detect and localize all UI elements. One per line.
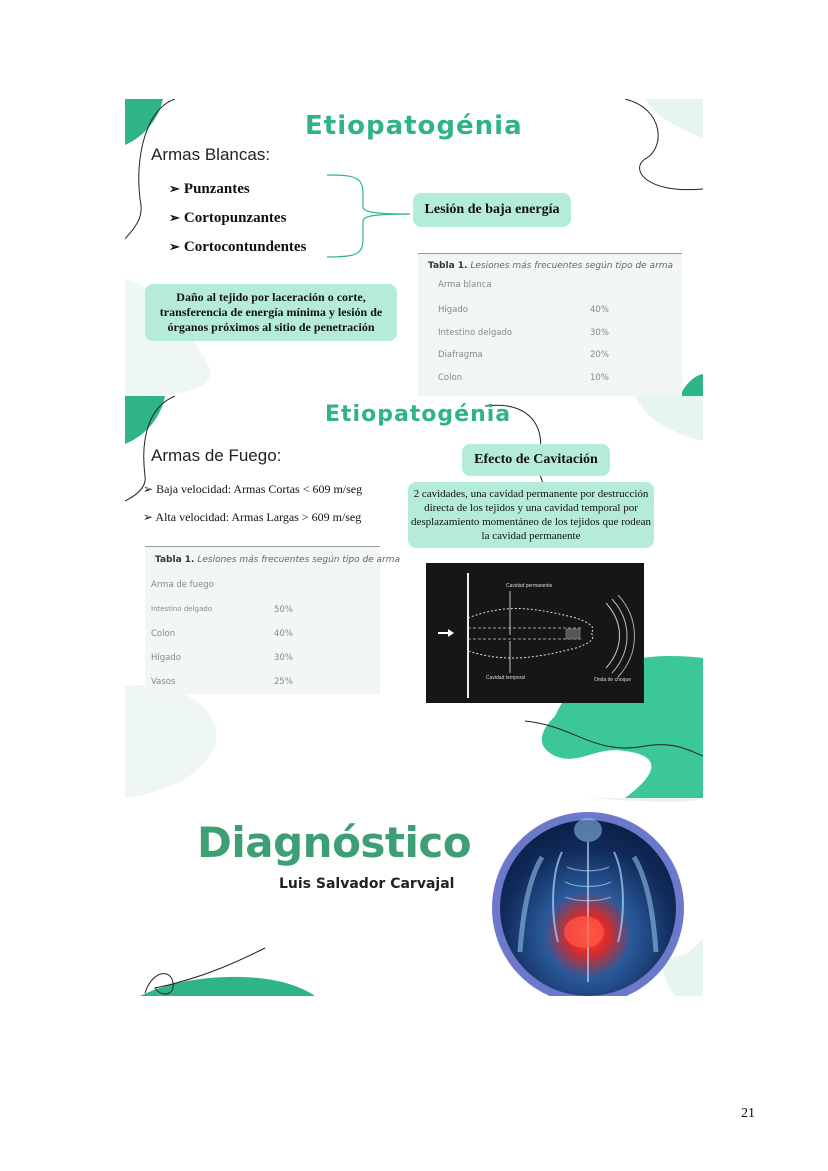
table-cell-organ: Vasos (151, 677, 176, 687)
effect-label: Efecto de Cavitación (462, 444, 610, 476)
table-cell-value: 30% (274, 653, 293, 663)
table-group: Arma de fuego (151, 580, 214, 590)
section-heading: Armas Blancas: (151, 145, 271, 164)
arrow-bullet-icon: ➢ (143, 482, 154, 496)
injury-table (145, 546, 401, 694)
slide-armas-de-fuego (125, 396, 703, 798)
table-caption-number: Tabla 1. (155, 555, 195, 565)
slide-title: Etiopatogénia (305, 111, 523, 141)
arrow-bullet-icon: ➢ (143, 510, 154, 524)
arrow-bullet-icon: ➢ (169, 181, 180, 196)
list-item-label: Alta velocidad: Armas Largas > 609 m/seg (155, 510, 362, 524)
table-caption-text: Lesiones más frecuentes según tipo de arma (470, 261, 674, 271)
table-rule (145, 546, 380, 547)
list-item-label: Cortopunzantes (183, 210, 287, 226)
table-cell-value: 25% (274, 677, 293, 687)
list-item-label: Cortocontundentes (183, 239, 307, 255)
table-cell-value: 50% (274, 605, 293, 615)
skeleton-icon (492, 812, 684, 996)
table-caption-text: Lesiones más frecuentes según tipo de arma (197, 555, 401, 565)
table-caption (155, 555, 400, 565)
list-item (169, 181, 250, 198)
figure-label-wave: Onda de choque (594, 677, 631, 683)
arrow-bullet-icon: ➢ (169, 239, 180, 254)
damage-note: Daño al tejido por laceración o corte, transferencia de energía mínima y lesión de órganos próximos al sitio de penetración (145, 284, 397, 341)
list-item (169, 239, 306, 256)
table-cell-organ: Diafragma (438, 350, 483, 360)
table-cell-organ: Intestino delgado (151, 605, 212, 613)
energy-label: Lesión de baja energía (413, 193, 571, 227)
list-item-label: Punzantes (183, 181, 250, 197)
arrow-bullet-icon: ➢ (169, 210, 180, 225)
table-cell-organ: Hígado (438, 305, 468, 315)
table-rule (418, 253, 682, 254)
table-cell-organ: Hígado (151, 653, 181, 663)
table-cell-value: 40% (274, 629, 293, 639)
injury-table (418, 253, 682, 396)
slide-title: Etiopatogénia (325, 402, 512, 427)
list-item (143, 482, 362, 497)
table-cell-organ: Colon (151, 629, 176, 639)
list-item-label: Baja velocidad: Armas Cortas < 609 m/seg (156, 482, 363, 496)
section-heading: Armas de Fuego: (151, 446, 282, 465)
table-caption-number: Tabla 1. (428, 261, 468, 271)
table-cell-organ: Intestino delgado (438, 328, 513, 338)
slide-title: Diagnóstico (197, 818, 472, 867)
figure-label-permanent: Cavidad permanente (506, 583, 553, 589)
effect-note: 2 cavidades, una cavidad permanente por destrucción directa de los tejidos y una cavidad temporal por desplazamiento momentáneo de los tejidos que rodean la cavidad permanente (408, 482, 654, 548)
table-cell-value: 10% (590, 373, 609, 383)
table-cell-value: 20% (590, 350, 609, 360)
table-caption (428, 261, 673, 271)
slide-diagnostico (125, 798, 703, 996)
anatomy-image (492, 812, 684, 996)
page-number: 21 (741, 1106, 755, 1121)
table-cell-organ: Colon (438, 373, 463, 383)
table-group: Arma blanca (438, 280, 492, 290)
table-cell-value: 30% (590, 328, 609, 338)
figure-label-temporal: Cavidad temporal (486, 675, 526, 681)
table-cell-value: 40% (590, 305, 609, 315)
cavitation-figure (426, 563, 644, 703)
author-name: Luis Salvador Carvajal (279, 876, 455, 892)
slide-armas-blancas (125, 99, 703, 396)
list-item (143, 510, 361, 525)
list-item (169, 210, 286, 227)
